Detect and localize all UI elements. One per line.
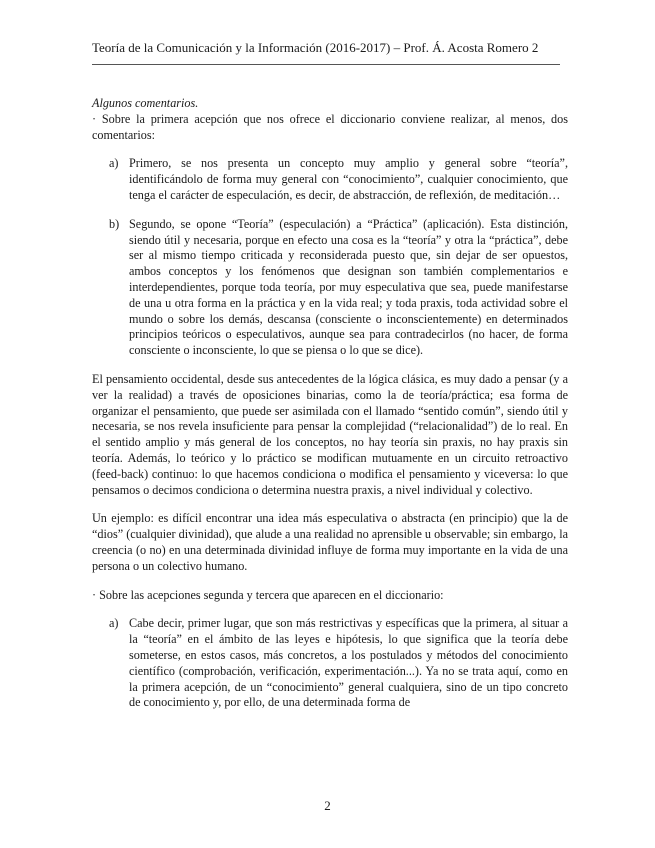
header-rule [92, 64, 560, 65]
list-text-a1: Primero, se nos presenta un concepto muy amplio y general sobre “teoría”, identificándolo de forma muy general con “conocimiento”, cualquier conocimiento, que tenga el carácter de especulación, es decir, de abstracción, de reflexión, de meditación… [129, 156, 568, 202]
list-text-b1: Segundo, se opone “Teoría” (especulación) a “Práctica” (aplicación). Esta distinción, siendo útil y necesaria, porque en efecto una cosa es la “teoría” y otra la “práctica”, debe ser al mismo tiempo criticada y reconsiderada puesto que, sin dejar de ser opuestos, ambos conceptos y los fenómenos que designan son también complementarios e interdependientes, porque toda teoría, por muy especulativa que sea, puede manifestarse de una u otra forma en la práctica y en la vida real; y toda praxis, toda actividad sobre el mundo o sobre los demás, descansa (consciente o inconscientemente) en determinados principios teóricos o especulativos, aunque sea para contradecirlos (no hacer, de forma consciente o inconsciente, lo que se piensa o lo que se dice). [129, 216, 568, 358]
list-text-a2: Cabe decir, primer lugar, que son más restrictivas y específicas que la primera, al situar a la “teoría” en el ámbito de las leyes e hipótesis, lo que significa que la teoría debe someterse, en estos casos, más concretos, a los postulados y métodos del conocimiento científico (comprobación, verificación, experimentación...). Ya no se trata aquí, como en la primera acepción, de un “conocimiento” general cualquiera, sino de un tipo concreto de conocimiento y, por ello, de una determinada forma de [129, 616, 568, 710]
intro-paragraph-1: · Sobre la primera acepción que nos ofrece el diccionario conviene realizar, al menos, dos comentarios: [92, 111, 568, 142]
list-label-b1: b) [109, 216, 120, 231]
intro-paragraph-2: · Sobre las acepciones segunda y tercera que aparecen en el diccionario: [92, 587, 444, 602]
document-body [92, 96, 568, 711]
paragraph-example: Un ejemplo: es difícil encontrar una idea más especulativa o abstracta (en principio) que la de “dios” (cualquier divinidad), que alude a una realidad no aprensible u observable; sin embargo, la creencia (o no) en una determinada divinidad influye de forma muy importante en la vida de una persona o un colectivo humano. [92, 511, 568, 573]
list-item-b1 [109, 217, 568, 359]
list-label-a2: a) [109, 616, 119, 631]
list-item-a1 [109, 156, 568, 203]
page-header: Teoría de la Comunicación y la Información (2016-2017) – Prof. Á. Acosta Romero 2 [92, 40, 539, 55]
paragraph-binary-oppositions: El pensamiento occidental, desde sus antecedentes de la lógica clásica, es muy dado a pensar (y a ver la realidad) a través de oposiciones binarias, como la de teoría/práctica; esa forma de organizar el pensamiento, que puede ser asimilada con el llamado “sentido común”, siendo útil y necesaria, se nos revela insuficiente para pensar la complejidad (“relacionalidad”) de lo real. En el sentido amplio y más general de los conceptos, no hay teoría sin praxis, no hay praxis sin teoría. Además, lo teórico y lo práctico se modifican mutuamente en un circuito retroactivo (feed-back) continuo: lo que hacemos condiciona o modifica el pensamiento y viceversa: lo que pensamos o decimos condiciona o determina nuestra praxis, a nivel individual y colectivo. [92, 371, 568, 497]
section-title: Algunos comentarios. [92, 96, 199, 110]
list-item-a2 [109, 616, 568, 711]
page-number: 2 [324, 798, 331, 813]
list-label-a1: a) [109, 156, 119, 171]
